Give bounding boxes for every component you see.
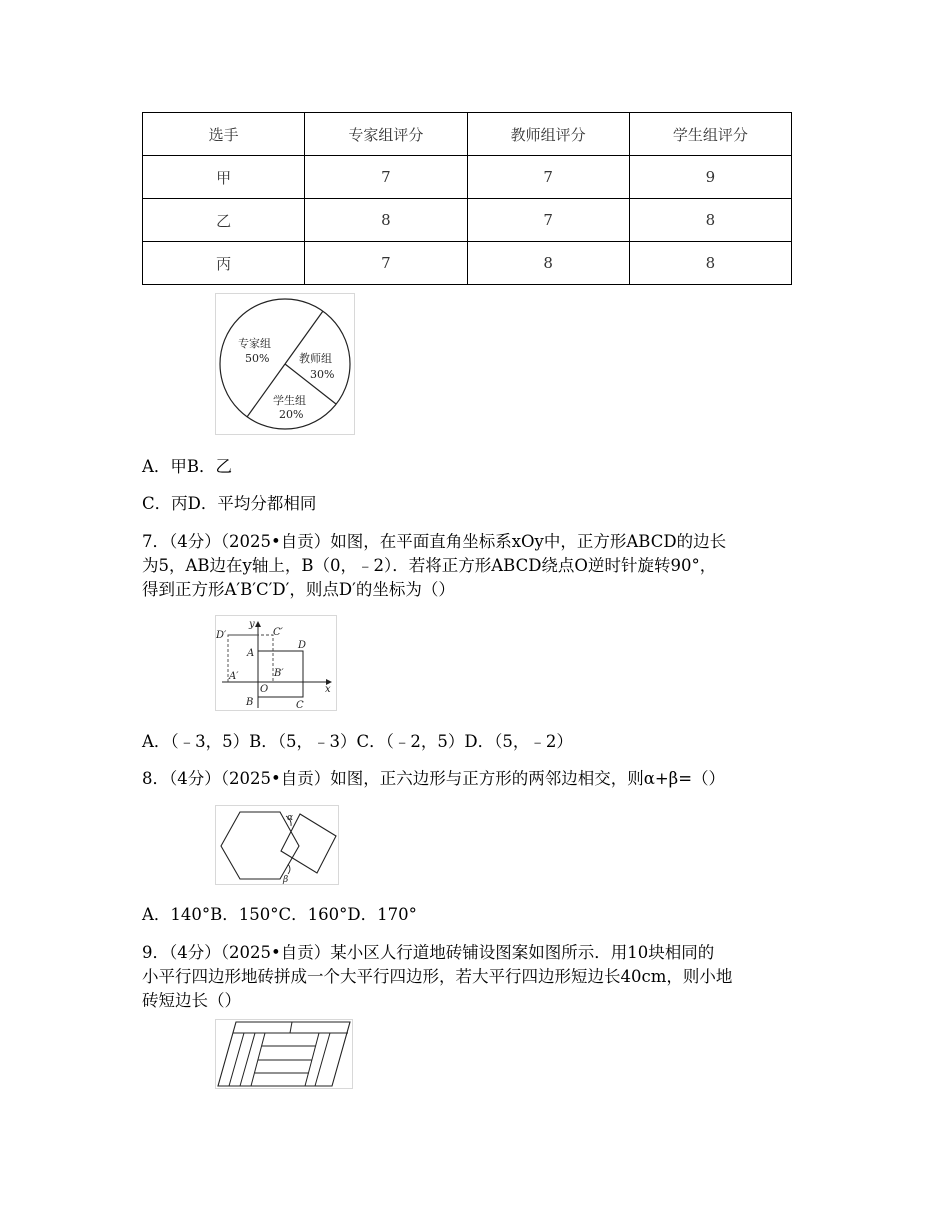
- pie-label-expert: 专家组: [238, 337, 271, 350]
- table-cell: 7: [305, 156, 467, 199]
- table-header-cell: 教师组评分: [467, 113, 629, 156]
- pie-figure: [215, 293, 355, 435]
- table-header-cell: 学生组评分: [629, 113, 791, 156]
- q7-stem-line1: 7．（4分）（2025•自贡）如图，在平面直角坐标系xOy中，正方形ABCD的边长: [142, 532, 727, 551]
- label-d-prime: D′: [216, 630, 227, 641]
- q6-options-line1: A．甲B．乙: [142, 457, 233, 476]
- table-header-row: [143, 113, 792, 156]
- table-cell: 7: [467, 199, 629, 242]
- q7-options: A．（﹣3，5）B．（5，﹣3）C．（﹣2，5）D．（5，﹣2）: [142, 732, 573, 751]
- table-row: [143, 199, 792, 242]
- q8-stem-line1: 8．（4分）（2025•自贡）如图，正六边形与正方形的两邻边相交，则α+β=（）: [142, 769, 726, 788]
- tile-diagram: [216, 1020, 352, 1088]
- label-a-prime: A′: [229, 671, 239, 682]
- pie-pct-student: 20%: [279, 408, 304, 421]
- table-row: [143, 242, 792, 285]
- table-row: [143, 156, 792, 199]
- table-header-cell: 专家组评分: [305, 113, 467, 156]
- table-cell: 8: [629, 199, 791, 242]
- q6-options-line2: C．丙D．平均分都相同: [142, 494, 317, 513]
- table-cell: 8: [629, 242, 791, 285]
- table-cell: 7: [305, 242, 467, 285]
- hexagon-figure: [215, 805, 339, 885]
- label-a: A: [247, 648, 255, 659]
- pie-label-student: 学生组: [273, 394, 306, 407]
- table-header-cell: 选手: [143, 113, 305, 156]
- tile-figure: [215, 1019, 353, 1089]
- q9-stem-line3: 砖短边长（）: [142, 991, 241, 1010]
- pie-label-teacher: 教师组: [299, 352, 332, 365]
- table-cell: 9: [629, 156, 791, 199]
- table-cell: 丙: [143, 242, 305, 285]
- hexagon-square-diagram: [216, 806, 338, 884]
- q8-options: A．140°B．150°C．160°D．170°: [142, 905, 417, 924]
- label-alpha: α: [287, 813, 294, 823]
- table-cell: 8: [305, 199, 467, 242]
- table-cell: 8: [467, 242, 629, 285]
- label-x-axis: x: [325, 684, 331, 695]
- q9-stem-line2: 小平行四边形地砖拼成一个大平行四边形，若大平行四边形短边长40cm，则小地: [142, 967, 733, 986]
- coordinate-figure: [215, 615, 337, 711]
- q9-stem-line1: 9．（4分）（2025•自贡）某小区人行道地砖铺设图案如图所示．用10块相同的: [142, 943, 715, 962]
- table-cell: 7: [467, 156, 629, 199]
- label-beta: β: [283, 875, 289, 884]
- label-origin: O: [260, 684, 269, 695]
- label-y-axis: y: [249, 619, 255, 630]
- label-c-prime: C′: [273, 627, 283, 638]
- score-table: [142, 112, 792, 285]
- label-b-prime: B′: [274, 668, 284, 679]
- pie-pct-teacher: 30%: [310, 368, 335, 381]
- table-cell: 甲: [143, 156, 305, 199]
- label-b: B: [246, 697, 254, 708]
- label-c: C: [296, 700, 304, 710]
- label-d: D: [298, 640, 307, 651]
- coordinate-diagram: [216, 616, 336, 710]
- pie-diagram: [216, 294, 354, 434]
- pie-pct-expert: 50%: [245, 352, 270, 365]
- q7-stem-line3: 得到正方形A′B′C′D′，则点D′的坐标为（）: [142, 580, 455, 599]
- table-cell: 乙: [143, 199, 305, 242]
- q7-stem-line2: 为5，AB边在y轴上，B（0，﹣2）．若将正方形ABCD绕点O逆时针旋转90°，: [142, 556, 717, 575]
